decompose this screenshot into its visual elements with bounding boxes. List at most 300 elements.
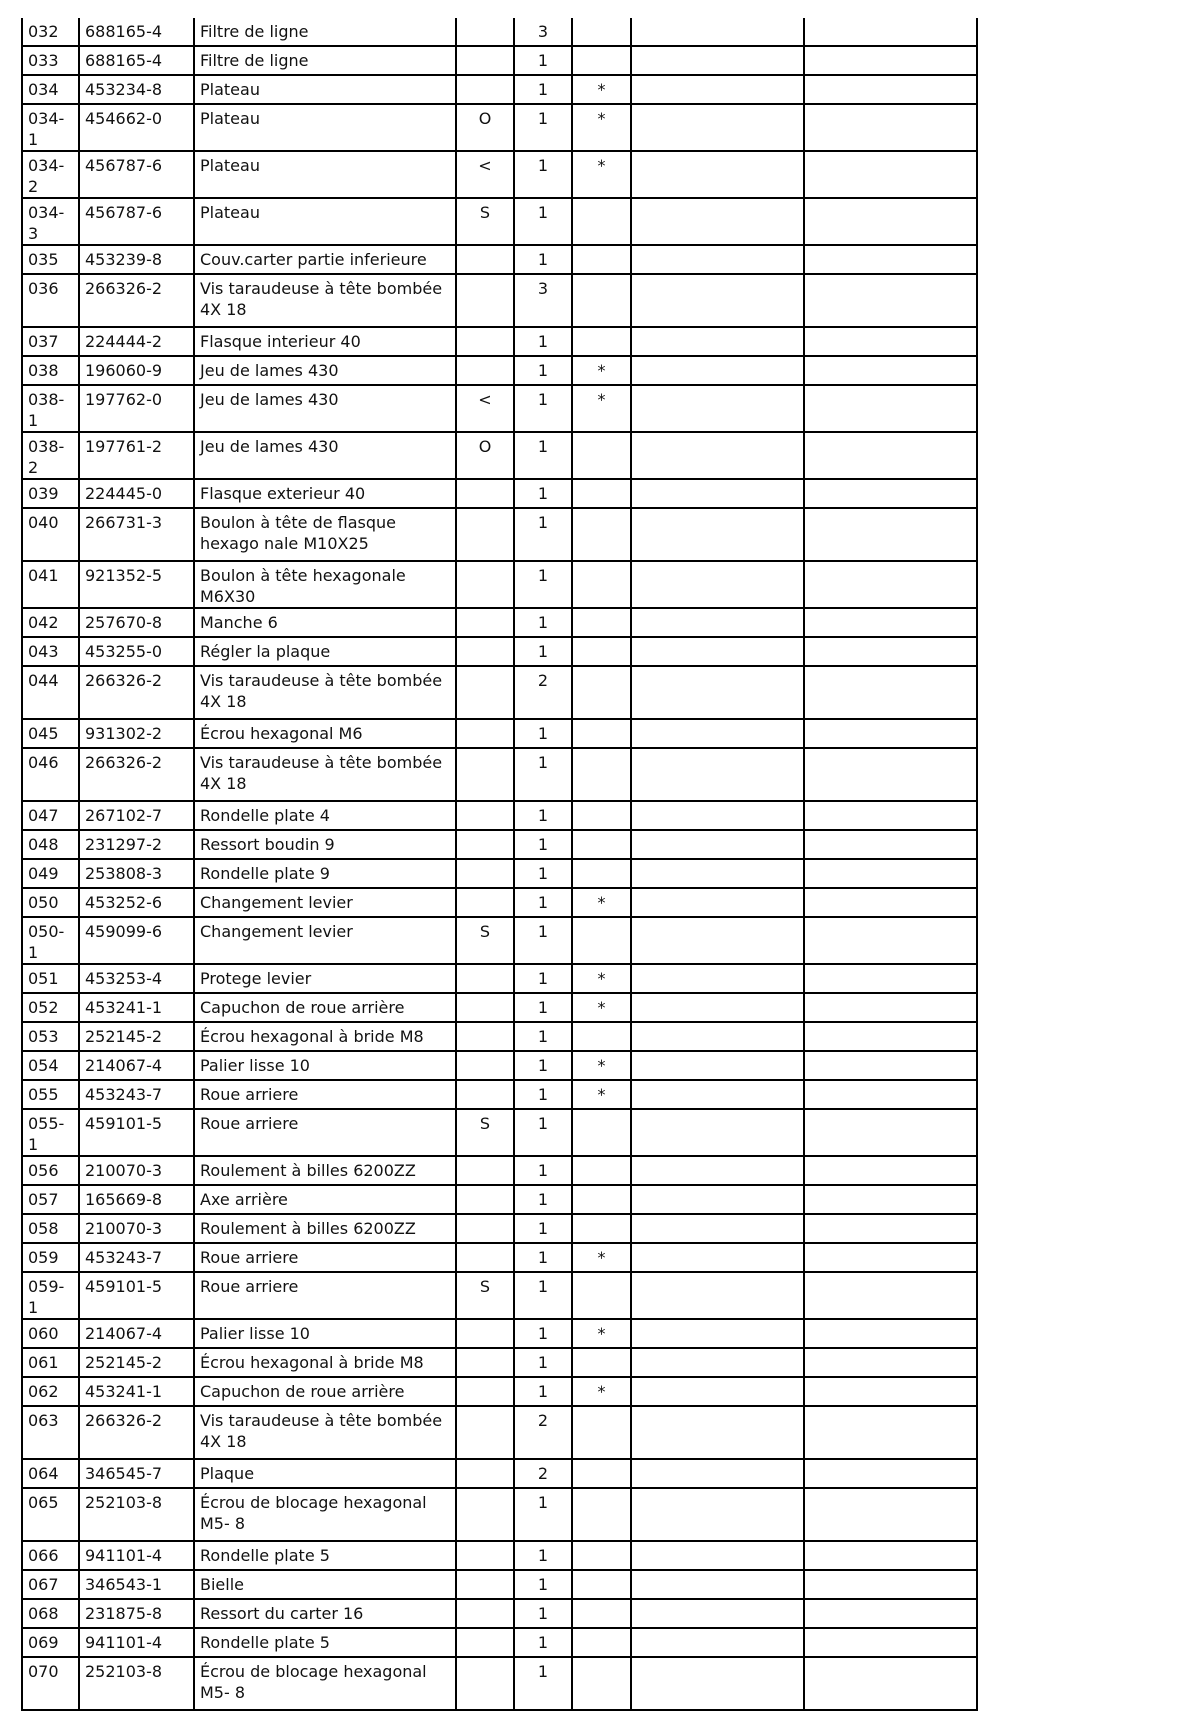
note-cell: * bbox=[572, 888, 631, 917]
quantity-cell: 1 bbox=[514, 1348, 572, 1377]
item-number-cell: 054 bbox=[22, 1051, 79, 1080]
note-cell bbox=[572, 479, 631, 508]
empty-cell bbox=[631, 1657, 804, 1710]
part-description-cell: Capuchon de roue arrière bbox=[194, 993, 456, 1022]
empty-cell bbox=[804, 18, 977, 46]
note-cell bbox=[572, 830, 631, 859]
model-mark-cell bbox=[456, 1628, 514, 1657]
table-row bbox=[22, 1319, 977, 1348]
quantity-cell: 1 bbox=[514, 719, 572, 748]
note-cell: * bbox=[572, 356, 631, 385]
note-cell bbox=[572, 1272, 631, 1319]
part-description-cell: Roulement à billes 6200ZZ bbox=[194, 1214, 456, 1243]
item-number-cell: 038-2 bbox=[22, 432, 79, 479]
model-mark-cell bbox=[456, 1051, 514, 1080]
model-mark-cell bbox=[456, 1348, 514, 1377]
empty-cell bbox=[804, 748, 977, 801]
model-mark-cell bbox=[456, 561, 514, 608]
part-reference-cell: 266326-2 bbox=[79, 1406, 194, 1459]
item-number-cell: 059-1 bbox=[22, 1272, 79, 1319]
part-reference-cell: 459101-5 bbox=[79, 1272, 194, 1319]
part-reference-cell: 210070-3 bbox=[79, 1214, 194, 1243]
part-reference-cell: 214067-4 bbox=[79, 1051, 194, 1080]
note-cell: * bbox=[572, 964, 631, 993]
part-reference-cell: 197761-2 bbox=[79, 432, 194, 479]
part-reference-cell: 266326-2 bbox=[79, 274, 194, 327]
item-number-cell: 053 bbox=[22, 1022, 79, 1051]
model-mark-cell: < bbox=[456, 385, 514, 432]
quantity-cell: 1 bbox=[514, 327, 572, 356]
table-row bbox=[22, 1348, 977, 1377]
part-reference-cell: 459099-6 bbox=[79, 917, 194, 964]
item-number-cell: 050 bbox=[22, 888, 79, 917]
quantity-cell: 1 bbox=[514, 1272, 572, 1319]
quantity-cell: 1 bbox=[514, 1185, 572, 1214]
empty-cell bbox=[631, 888, 804, 917]
table-row bbox=[22, 385, 977, 432]
empty-cell bbox=[804, 561, 977, 608]
empty-cell bbox=[631, 385, 804, 432]
note-cell: * bbox=[572, 1243, 631, 1272]
part-description-cell: Bielle bbox=[194, 1570, 456, 1599]
note-cell bbox=[572, 637, 631, 666]
part-description-cell: Plaque bbox=[194, 1459, 456, 1488]
table-row bbox=[22, 1406, 977, 1459]
item-number-cell: 034-3 bbox=[22, 198, 79, 245]
part-description-cell: Vis taraudeuse à tête bombée 4X 18 bbox=[194, 274, 456, 327]
empty-cell bbox=[631, 637, 804, 666]
empty-cell bbox=[631, 245, 804, 274]
empty-cell bbox=[804, 830, 977, 859]
empty-cell bbox=[631, 1243, 804, 1272]
item-number-cell: 057 bbox=[22, 1185, 79, 1214]
table-row bbox=[22, 356, 977, 385]
empty-cell bbox=[804, 385, 977, 432]
model-mark-cell bbox=[456, 666, 514, 719]
note-cell bbox=[572, 1185, 631, 1214]
quantity-cell: 1 bbox=[514, 1599, 572, 1628]
empty-cell bbox=[804, 508, 977, 561]
item-number-cell: 033 bbox=[22, 46, 79, 75]
table-row bbox=[22, 1156, 977, 1185]
empty-cell bbox=[631, 1214, 804, 1243]
table-row bbox=[22, 75, 977, 104]
note-cell bbox=[572, 719, 631, 748]
quantity-cell: 1 bbox=[514, 859, 572, 888]
empty-cell bbox=[631, 46, 804, 75]
empty-cell bbox=[631, 479, 804, 508]
table-row bbox=[22, 830, 977, 859]
empty-cell bbox=[804, 608, 977, 637]
part-reference-cell: 267102-7 bbox=[79, 801, 194, 830]
table-row bbox=[22, 327, 977, 356]
quantity-cell: 1 bbox=[514, 1541, 572, 1570]
item-number-cell: 038 bbox=[22, 356, 79, 385]
quantity-cell: 1 bbox=[514, 1488, 572, 1541]
empty-cell bbox=[804, 1319, 977, 1348]
item-number-cell: 051 bbox=[22, 964, 79, 993]
empty-cell bbox=[804, 274, 977, 327]
item-number-cell: 036 bbox=[22, 274, 79, 327]
item-number-cell: 069 bbox=[22, 1628, 79, 1657]
note-cell bbox=[572, 801, 631, 830]
quantity-cell: 1 bbox=[514, 1214, 572, 1243]
quantity-cell: 1 bbox=[514, 561, 572, 608]
part-reference-cell: 941101-4 bbox=[79, 1628, 194, 1657]
item-number-cell: 047 bbox=[22, 801, 79, 830]
quantity-cell: 1 bbox=[514, 508, 572, 561]
quantity-cell: 1 bbox=[514, 385, 572, 432]
part-reference-cell: 688165-4 bbox=[79, 46, 194, 75]
empty-cell bbox=[804, 245, 977, 274]
empty-cell bbox=[631, 830, 804, 859]
quantity-cell: 1 bbox=[514, 1377, 572, 1406]
empty-cell bbox=[631, 1459, 804, 1488]
part-reference-cell: 224444-2 bbox=[79, 327, 194, 356]
table-row bbox=[22, 917, 977, 964]
part-description-cell: Rondelle plate 4 bbox=[194, 801, 456, 830]
note-cell bbox=[572, 432, 631, 479]
model-mark-cell bbox=[456, 1185, 514, 1214]
part-description-cell: Axe arrière bbox=[194, 1185, 456, 1214]
quantity-cell: 2 bbox=[514, 1459, 572, 1488]
note-cell bbox=[572, 1156, 631, 1185]
empty-cell bbox=[631, 1185, 804, 1214]
model-mark-cell: O bbox=[456, 104, 514, 151]
part-reference-cell: 941101-4 bbox=[79, 1541, 194, 1570]
empty-cell bbox=[804, 917, 977, 964]
empty-cell bbox=[631, 666, 804, 719]
table-row bbox=[22, 274, 977, 327]
empty-cell bbox=[804, 1570, 977, 1599]
part-description-cell: Protege levier bbox=[194, 964, 456, 993]
model-mark-cell: < bbox=[456, 151, 514, 198]
empty-cell bbox=[804, 1628, 977, 1657]
part-reference-cell: 688165-4 bbox=[79, 18, 194, 46]
quantity-cell: 1 bbox=[514, 479, 572, 508]
note-cell bbox=[572, 1109, 631, 1156]
note-cell bbox=[572, 748, 631, 801]
empty-cell bbox=[631, 993, 804, 1022]
part-reference-cell: 453241-1 bbox=[79, 993, 194, 1022]
part-description-cell: Vis taraudeuse à tête bombée 4X 18 bbox=[194, 748, 456, 801]
table-row bbox=[22, 1109, 977, 1156]
empty-cell bbox=[631, 274, 804, 327]
model-mark-cell bbox=[456, 637, 514, 666]
model-mark-cell bbox=[456, 479, 514, 508]
item-number-cell: 041 bbox=[22, 561, 79, 608]
part-description-cell: Écrou hexagonal à bride M8 bbox=[194, 1348, 456, 1377]
empty-cell bbox=[804, 479, 977, 508]
table-row bbox=[22, 1243, 977, 1272]
empty-cell bbox=[631, 917, 804, 964]
model-mark-cell bbox=[456, 75, 514, 104]
item-number-cell: 044 bbox=[22, 666, 79, 719]
quantity-cell: 1 bbox=[514, 104, 572, 151]
item-number-cell: 048 bbox=[22, 830, 79, 859]
part-reference-cell: 210070-3 bbox=[79, 1156, 194, 1185]
item-number-cell: 068 bbox=[22, 1599, 79, 1628]
quantity-cell: 1 bbox=[514, 888, 572, 917]
empty-cell bbox=[631, 432, 804, 479]
quantity-cell: 1 bbox=[514, 964, 572, 993]
item-number-cell: 063 bbox=[22, 1406, 79, 1459]
parts-table bbox=[21, 18, 978, 1711]
quantity-cell: 1 bbox=[514, 1156, 572, 1185]
item-number-cell: 034-1 bbox=[22, 104, 79, 151]
table-row bbox=[22, 104, 977, 151]
item-number-cell: 059 bbox=[22, 1243, 79, 1272]
note-cell bbox=[572, 18, 631, 46]
item-number-cell: 055-1 bbox=[22, 1109, 79, 1156]
empty-cell bbox=[804, 1109, 977, 1156]
note-cell bbox=[572, 1541, 631, 1570]
empty-cell bbox=[804, 1185, 977, 1214]
part-reference-cell: 197762-0 bbox=[79, 385, 194, 432]
empty-cell bbox=[631, 801, 804, 830]
empty-cell bbox=[804, 1156, 977, 1185]
empty-cell bbox=[631, 1488, 804, 1541]
part-reference-cell: 252103-8 bbox=[79, 1657, 194, 1710]
model-mark-cell bbox=[456, 608, 514, 637]
empty-cell bbox=[631, 561, 804, 608]
empty-cell bbox=[631, 964, 804, 993]
empty-cell bbox=[804, 104, 977, 151]
note-cell bbox=[572, 561, 631, 608]
part-reference-cell: 231297-2 bbox=[79, 830, 194, 859]
part-description-cell: Rondelle plate 9 bbox=[194, 859, 456, 888]
model-mark-cell bbox=[456, 508, 514, 561]
model-mark-cell bbox=[456, 1657, 514, 1710]
part-description-cell: Plateau bbox=[194, 198, 456, 245]
empty-cell bbox=[804, 1657, 977, 1710]
note-cell bbox=[572, 1599, 631, 1628]
note-cell bbox=[572, 666, 631, 719]
quantity-cell: 1 bbox=[514, 151, 572, 198]
table-row bbox=[22, 1459, 977, 1488]
model-mark-cell bbox=[456, 18, 514, 46]
model-mark-cell bbox=[456, 1156, 514, 1185]
empty-cell bbox=[631, 104, 804, 151]
empty-cell bbox=[804, 1599, 977, 1628]
note-cell bbox=[572, 917, 631, 964]
note-cell: * bbox=[572, 104, 631, 151]
table-row bbox=[22, 1628, 977, 1657]
model-mark-cell bbox=[456, 1459, 514, 1488]
model-mark-cell bbox=[456, 245, 514, 274]
empty-cell bbox=[631, 356, 804, 385]
empty-cell bbox=[804, 46, 977, 75]
note-cell: * bbox=[572, 1051, 631, 1080]
note-cell bbox=[572, 198, 631, 245]
empty-cell bbox=[631, 1628, 804, 1657]
part-description-cell: Changement levier bbox=[194, 917, 456, 964]
quantity-cell: 1 bbox=[514, 830, 572, 859]
empty-cell bbox=[804, 888, 977, 917]
table-row bbox=[22, 151, 977, 198]
part-description-cell: Changement levier bbox=[194, 888, 456, 917]
table-row bbox=[22, 432, 977, 479]
part-description-cell: Boulon à tête hexagonale M6X30 bbox=[194, 561, 456, 608]
model-mark-cell bbox=[456, 1599, 514, 1628]
model-mark-cell bbox=[456, 1319, 514, 1348]
model-mark-cell bbox=[456, 801, 514, 830]
model-mark-cell bbox=[456, 1570, 514, 1599]
table-row bbox=[22, 719, 977, 748]
model-mark-cell: S bbox=[456, 917, 514, 964]
model-mark-cell bbox=[456, 964, 514, 993]
part-reference-cell: 921352-5 bbox=[79, 561, 194, 608]
model-mark-cell bbox=[456, 1214, 514, 1243]
item-number-cell: 037 bbox=[22, 327, 79, 356]
quantity-cell: 1 bbox=[514, 356, 572, 385]
empty-cell bbox=[631, 719, 804, 748]
item-number-cell: 070 bbox=[22, 1657, 79, 1710]
table-row bbox=[22, 245, 977, 274]
table-row bbox=[22, 1377, 977, 1406]
empty-cell bbox=[804, 859, 977, 888]
part-description-cell: Vis taraudeuse à tête bombée 4X 18 bbox=[194, 1406, 456, 1459]
quantity-cell: 2 bbox=[514, 666, 572, 719]
part-description-cell: Ressort boudin 9 bbox=[194, 830, 456, 859]
empty-cell bbox=[804, 1488, 977, 1541]
empty-cell bbox=[804, 1348, 977, 1377]
part-reference-cell: 454662-0 bbox=[79, 104, 194, 151]
empty-cell bbox=[631, 1570, 804, 1599]
empty-cell bbox=[804, 1051, 977, 1080]
part-reference-cell: 252145-2 bbox=[79, 1022, 194, 1051]
note-cell: * bbox=[572, 151, 631, 198]
part-description-cell: Plateau bbox=[194, 104, 456, 151]
table-row bbox=[22, 1272, 977, 1319]
empty-cell bbox=[804, 1080, 977, 1109]
part-description-cell: Régler la plaque bbox=[194, 637, 456, 666]
quantity-cell: 1 bbox=[514, 637, 572, 666]
empty-cell bbox=[631, 748, 804, 801]
part-reference-cell: 453241-1 bbox=[79, 1377, 194, 1406]
empty-cell bbox=[804, 801, 977, 830]
item-number-cell: 046 bbox=[22, 748, 79, 801]
table-row bbox=[22, 561, 977, 608]
part-reference-cell: 253808-3 bbox=[79, 859, 194, 888]
empty-cell bbox=[631, 608, 804, 637]
part-description-cell: Palier lisse 10 bbox=[194, 1319, 456, 1348]
model-mark-cell: S bbox=[456, 1272, 514, 1319]
empty-cell bbox=[631, 1022, 804, 1051]
part-description-cell: Rondelle plate 5 bbox=[194, 1541, 456, 1570]
note-cell: * bbox=[572, 1080, 631, 1109]
model-mark-cell bbox=[456, 748, 514, 801]
empty-cell bbox=[631, 75, 804, 104]
table-row bbox=[22, 666, 977, 719]
empty-cell bbox=[804, 1406, 977, 1459]
part-description-cell: Boulon à tête de flasque hexago nale M10X25 bbox=[194, 508, 456, 561]
part-reference-cell: 459101-5 bbox=[79, 1109, 194, 1156]
item-number-cell: 035 bbox=[22, 245, 79, 274]
model-mark-cell bbox=[456, 1022, 514, 1051]
empty-cell bbox=[631, 327, 804, 356]
model-mark-cell bbox=[456, 1406, 514, 1459]
empty-cell bbox=[804, 1272, 977, 1319]
item-number-cell: 049 bbox=[22, 859, 79, 888]
model-mark-cell bbox=[456, 993, 514, 1022]
table-row bbox=[22, 1051, 977, 1080]
part-reference-cell: 931302-2 bbox=[79, 719, 194, 748]
empty-cell bbox=[804, 151, 977, 198]
empty-cell bbox=[631, 151, 804, 198]
item-number-cell: 039 bbox=[22, 479, 79, 508]
part-description-cell: Capuchon de roue arrière bbox=[194, 1377, 456, 1406]
part-description-cell: Roue arriere bbox=[194, 1109, 456, 1156]
empty-cell bbox=[804, 327, 977, 356]
model-mark-cell: S bbox=[456, 1109, 514, 1156]
model-mark-cell bbox=[456, 1541, 514, 1570]
part-description-cell: Couv.carter partie inferieure bbox=[194, 245, 456, 274]
model-mark-cell bbox=[456, 356, 514, 385]
part-description-cell: Écrou de blocage hexagonal M5- 8 bbox=[194, 1488, 456, 1541]
part-reference-cell: 453243-7 bbox=[79, 1080, 194, 1109]
model-mark-cell bbox=[456, 1243, 514, 1272]
note-cell: * bbox=[572, 1319, 631, 1348]
empty-cell bbox=[804, 666, 977, 719]
item-number-cell: 043 bbox=[22, 637, 79, 666]
part-description-cell: Écrou de blocage hexagonal M5- 8 bbox=[194, 1657, 456, 1710]
note-cell bbox=[572, 1022, 631, 1051]
quantity-cell: 3 bbox=[514, 274, 572, 327]
empty-cell bbox=[631, 1051, 804, 1080]
model-mark-cell bbox=[456, 888, 514, 917]
item-number-cell: 067 bbox=[22, 1570, 79, 1599]
quantity-cell: 1 bbox=[514, 245, 572, 274]
part-description-cell: Manche 6 bbox=[194, 608, 456, 637]
item-number-cell: 056 bbox=[22, 1156, 79, 1185]
part-reference-cell: 266326-2 bbox=[79, 748, 194, 801]
empty-cell bbox=[631, 18, 804, 46]
part-reference-cell: 266326-2 bbox=[79, 666, 194, 719]
item-number-cell: 055 bbox=[22, 1080, 79, 1109]
empty-cell bbox=[804, 1541, 977, 1570]
note-cell: * bbox=[572, 385, 631, 432]
table-row bbox=[22, 1185, 977, 1214]
item-number-cell: 061 bbox=[22, 1348, 79, 1377]
table-row bbox=[22, 888, 977, 917]
table-row bbox=[22, 1657, 977, 1710]
table-row bbox=[22, 18, 977, 46]
item-number-cell: 066 bbox=[22, 1541, 79, 1570]
empty-cell bbox=[631, 1599, 804, 1628]
note-cell bbox=[572, 859, 631, 888]
table-row bbox=[22, 508, 977, 561]
note-cell bbox=[572, 508, 631, 561]
model-mark-cell bbox=[456, 1488, 514, 1541]
part-description-cell: Roue arriere bbox=[194, 1080, 456, 1109]
part-reference-cell: 453243-7 bbox=[79, 1243, 194, 1272]
table-row bbox=[22, 964, 977, 993]
part-description-cell: Jeu de lames 430 bbox=[194, 385, 456, 432]
note-cell bbox=[572, 1657, 631, 1710]
quantity-cell: 1 bbox=[514, 1319, 572, 1348]
quantity-cell: 3 bbox=[514, 18, 572, 46]
part-reference-cell: 453239-8 bbox=[79, 245, 194, 274]
empty-cell bbox=[804, 1214, 977, 1243]
empty-cell bbox=[804, 75, 977, 104]
part-description-cell: Roulement à billes 6200ZZ bbox=[194, 1156, 456, 1185]
quantity-cell: 1 bbox=[514, 75, 572, 104]
note-cell: * bbox=[572, 1377, 631, 1406]
quantity-cell: 1 bbox=[514, 1243, 572, 1272]
model-mark-cell bbox=[456, 830, 514, 859]
empty-cell bbox=[631, 1109, 804, 1156]
